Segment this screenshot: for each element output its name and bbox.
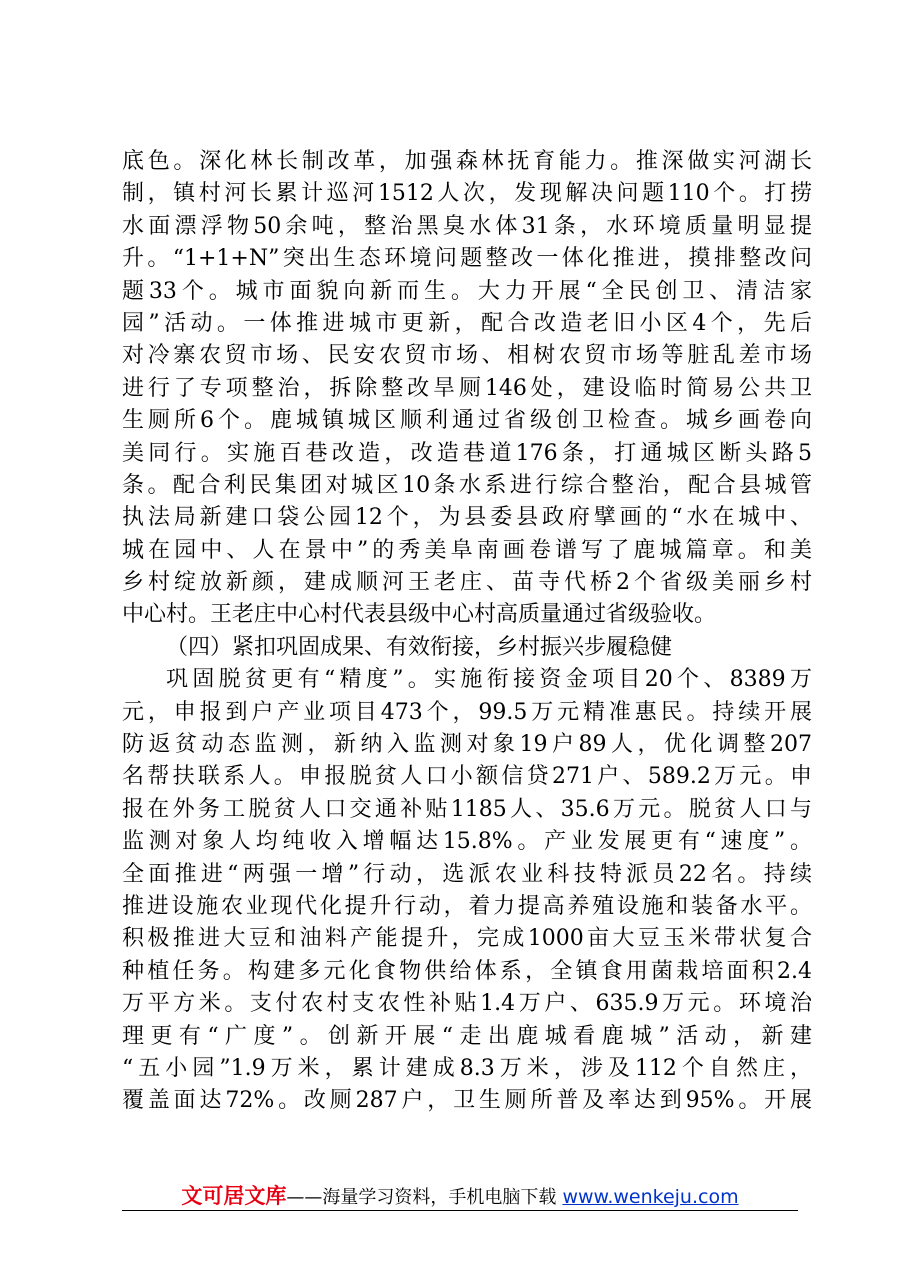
page-footer	[122, 1180, 798, 1210]
text-line: 美同行。实施百巷改造，改造巷道176条，打通城区断头路5	[122, 440, 812, 466]
text-line: 对冷寨农贸市场、民安农贸市场、相树农贸市场等脏乱差市场	[122, 343, 812, 369]
text-line: 水面漂浮物50余吨，整治黑臭水体31条，水环境质量明显提	[122, 213, 812, 239]
text-line: 制，镇村河长累计巡河1512人次，发现解决问题110个。打捞	[122, 181, 812, 207]
text-line: 题33个。城市面貌向新而生。大力开展“全民创卫、清洁家	[122, 278, 812, 304]
text-line: 防返贫动态监测，新纳入监测对象19户89人，优化调整207	[122, 732, 812, 758]
text-line: 元，申报到户产业项目473个，99.5万元精准惠民。持续开展	[122, 699, 812, 725]
text-line: 执法局新建口袋公园12个，为县委县政府擘画的“水在城中、	[122, 505, 812, 531]
text-line: 理更有“广度”。创新开展“走出鹿城看鹿城”活动，新建	[122, 1023, 812, 1049]
text-line: 条。配合利民集团对城区10条水系进行综合整治，配合县城管	[122, 472, 812, 498]
text-line: 全面推进“两强一增”行动，选派农业科技特派员22名。持续	[122, 861, 812, 887]
text-line: 中心村。王老庄中心村代表县级中心村高质量通过省级验收。	[122, 602, 717, 628]
footer-brand: 文可居文库	[181, 1184, 287, 1208]
text-line: 报在外务工脱贫人口交通补贴1185人、35.6万元。脱贫人口与	[122, 796, 812, 822]
text-line: 进行了专项整治，拆除整改旱厕146处，建设临时简易公共卫	[122, 375, 812, 401]
text-line: 生厕所6个。鹿城镇城区顺利通过省级创卫检查。城乡画卷向	[122, 408, 812, 434]
footer-tagline: ——海量学习资料，手机电脑下载	[286, 1187, 557, 1208]
text-line: 监测对象人均纯收入增幅达15.8%。产业发展更有“速度”。	[122, 829, 812, 855]
text-line: 积极推进大豆和油料产能提升，完成1000亩大豆玉米带状复合	[122, 926, 812, 952]
text-line: “五小园”1.9万米，累计建成8.3万米，涉及112个自然庄，	[122, 1055, 812, 1081]
text-line: 万平方米。支付农村支农性补贴1.4万户、635.9万元。环境治	[122, 991, 812, 1017]
text-line: 名帮扶联系人。申报脱贫人口小额信贷271户、589.2万元。申	[122, 764, 812, 790]
text-line: 城在园中、人在景中”的秀美阜南画卷谱写了鹿城篇章。和美	[122, 537, 812, 563]
section-heading: （四）紧扣巩固成果、有效衔接，乡村振兴步履稳健	[166, 634, 673, 660]
text-line: 种植任务。构建多元化食物供给体系，全镇食用菌栽培面积2.4	[122, 958, 812, 984]
footer-link[interactable]: www.wenkeju.com	[562, 1186, 739, 1208]
document-body	[122, 146, 812, 1118]
text-line: 覆盖面达72%。改厕287户，卫生厕所普及率达到95%。开展	[122, 1088, 812, 1114]
footer-divider	[122, 1210, 798, 1211]
text-line: 推进设施农业现代化提升行动，着力提高养殖设施和装备水平。	[122, 893, 812, 919]
text-line: 园”活动。一体推进城市更新，配合改造老旧小区4个，先后	[122, 310, 812, 336]
text-line: 巩固脱贫更有“精度”。实施衔接资金项目20个、8389万	[166, 667, 812, 693]
text-line: 乡村绽放新颜，建成顺河王老庄、苗寺代桥2个省级美丽乡村	[122, 570, 812, 596]
text-line: 底色。深化林长制改革，加强森林抚育能力。推深做实河湖长	[122, 149, 812, 174]
text-line: 升。“1+1+N”突出生态环境问题整改一体化推进，摸排整改问	[122, 246, 812, 272]
